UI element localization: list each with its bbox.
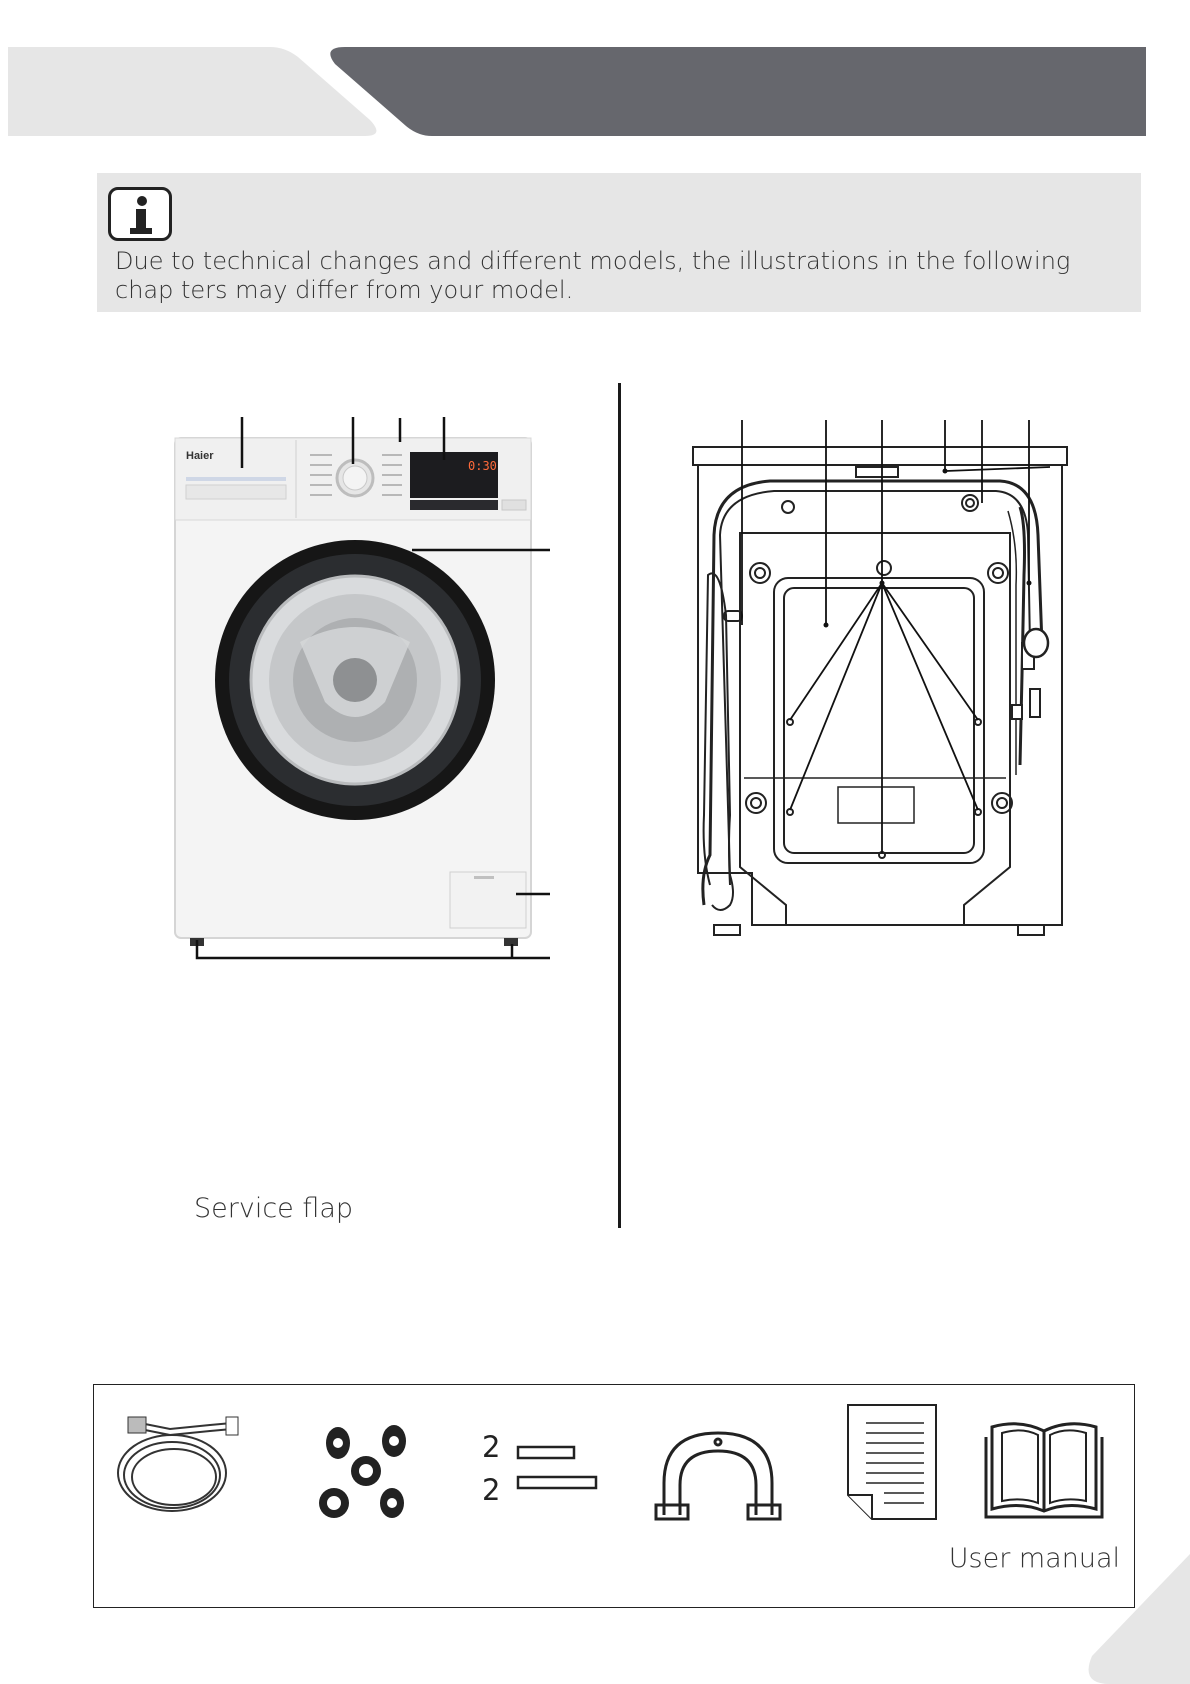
page-corner-tab [1080,1544,1190,1684]
hose-bracket-icon [654,1425,784,1525]
info-text: Due to technical changes and different models, the illustrations in the following chap ters may differ from your model. [115,247,1071,304]
accessories-box [93,1384,1135,1608]
washer-front-illustration [170,412,560,972]
user-manual-icon [982,1417,1112,1527]
service-flap-label: Service flap [194,1193,354,1224]
washer-back-illustration [690,415,1070,945]
display-readout: 0:30 [468,459,497,473]
header-dark-band [0,40,1190,140]
column-divider [618,383,621,1228]
strip-quantity-bottom: 2 [482,1473,501,1507]
document-icon [844,1401,944,1525]
user-manual-label: User manual [948,1543,1120,1574]
brand-logo: Haier [186,450,214,462]
transport-caps-icon [316,1415,416,1525]
info-icon [108,187,172,241]
inlet-hose-icon [110,1403,250,1523]
cover-strips-icon [514,1445,614,1495]
info-note [97,173,1141,312]
strip-quantity-top: 2 [482,1430,501,1464]
